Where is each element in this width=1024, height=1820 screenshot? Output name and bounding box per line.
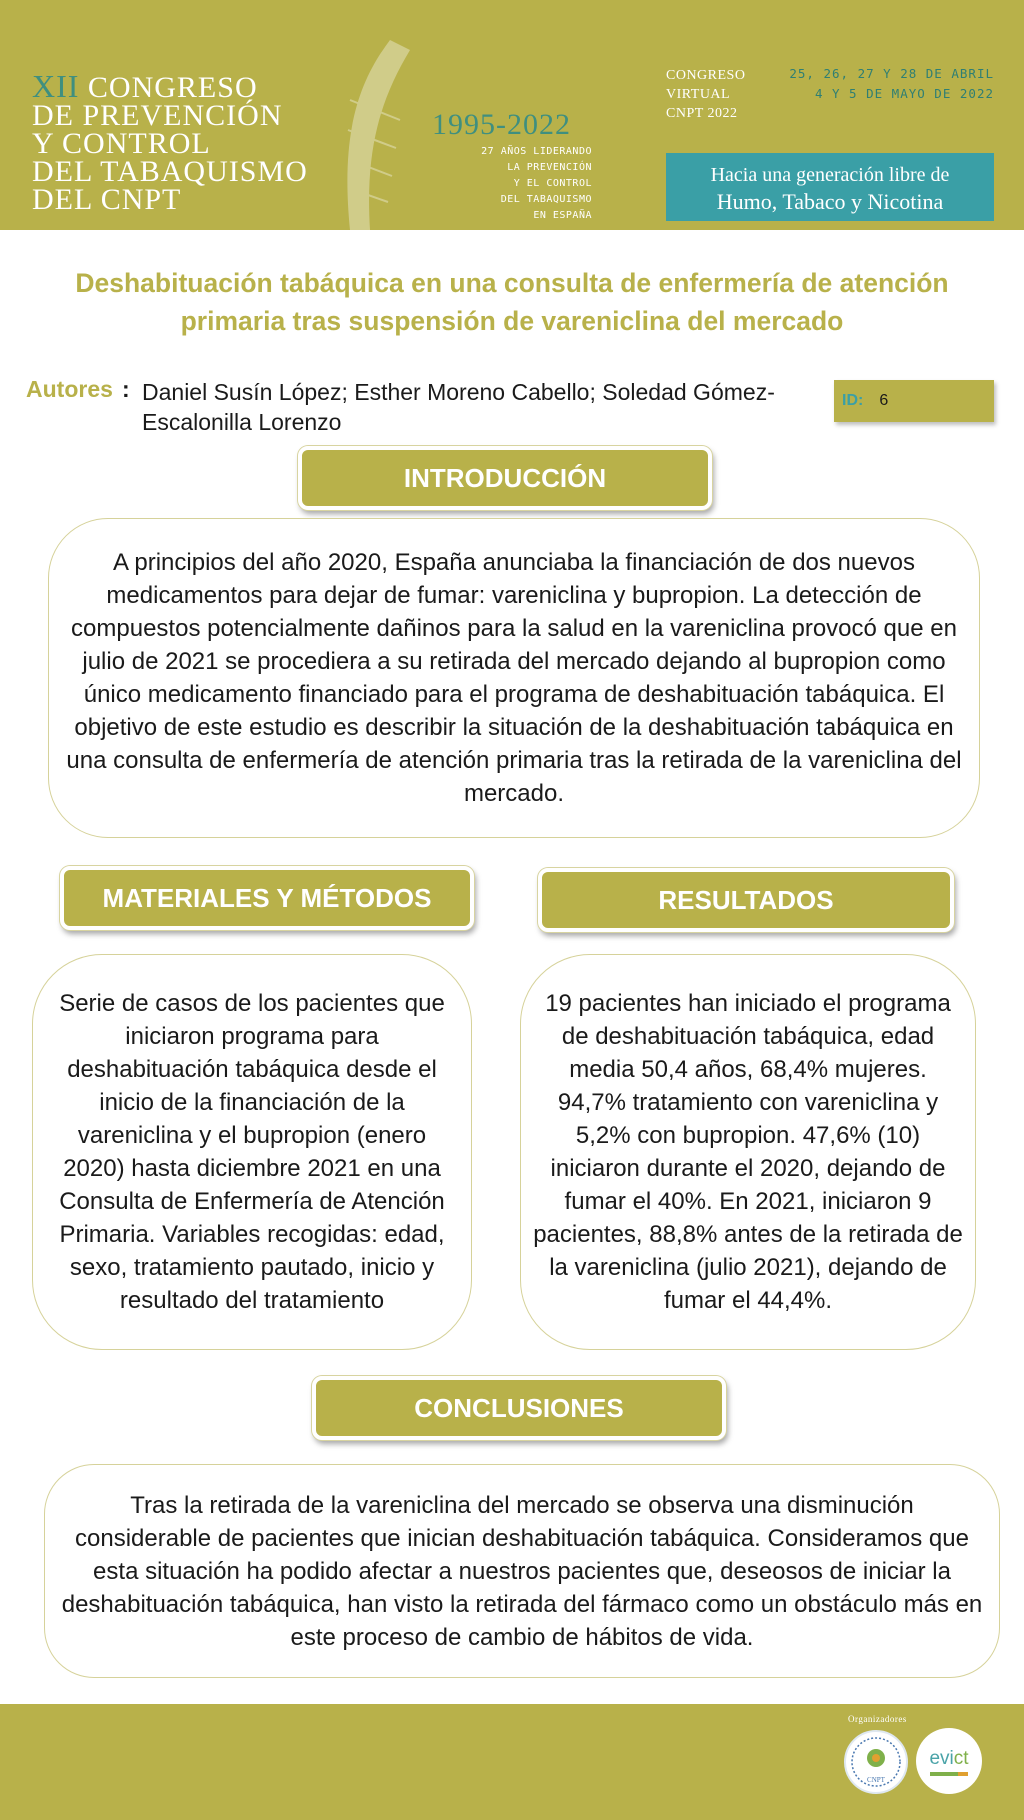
congress-title-line: DEL CNPT xyxy=(32,183,182,216)
organizers-label: Organizadores xyxy=(848,1714,907,1724)
congress-title xyxy=(32,68,308,216)
section-heading-metodos: MATERIALES Y MÉTODOS xyxy=(60,866,474,930)
virtual-line: CNPT 2022 xyxy=(666,106,738,121)
virtual-line: VIRTUAL xyxy=(666,87,731,102)
methods-textbox xyxy=(32,954,472,1350)
cnpt-logo-icon xyxy=(846,1732,906,1792)
anniversary-line: EN ESPAÑA xyxy=(533,210,592,221)
anniversary-line: 27 AÑOS LIDERANDO xyxy=(481,146,592,157)
dates-line: 4 Y 5 DE MAYO DE 2022 xyxy=(814,86,994,101)
anniversary-line: Y EL CONTROL xyxy=(513,178,592,189)
section-heading-resultados: RESULTADOS xyxy=(538,868,954,932)
footer-banner xyxy=(0,1704,1024,1820)
intro-text: A principios del año 2020, España anunciaba la financiación de dos nuevos medicamentos para dejar de fumar: vareniclina y bupropion. La detección de compuestos potencialmente dañinos para la salud en la vareniclina provocó que en julio de 2021 se procediera a su retirada del mercado dejando al bupropion como único medicamento financiado para el programa de deshabituación tabáquica. El objetivo de este estudio es describir la situación de la deshabituación tabáquica en una consulta de enfermería de atención primaria tras la retirada de la vareniclina del mercado. xyxy=(66,549,962,807)
id-label: ID: xyxy=(842,392,864,409)
poster-title: Deshabituación tabáquica en una consulta de enfermería de atención primaria tras suspensión de vareniclina del mercado xyxy=(75,268,949,336)
anniversary-line: DEL TABAQUISMO xyxy=(500,194,592,205)
results-text: 19 pacientes han iniciado el programa de deshabituación tabáquica, edad media 50,4 años, 68,4% mujeres. 94,7% tratamiento con vareniclina y 5,2% con bupropion. 47,6% (10) iniciaron durante el 2020, dejando de fumar el 40%. En 2021, iniciaron 9 pacientes, 88,8% antes de la retirada de la vareniclina (julio 2021), dejando de fumar el 44,4%. xyxy=(533,990,963,1314)
evict-cigarette-icon xyxy=(930,1770,968,1778)
leaf-decoration-icon xyxy=(330,40,440,230)
congress-title-line: DEL TABAQUISMO xyxy=(32,155,308,188)
evict-text-a: evi xyxy=(929,1748,954,1769)
authors-colon: : xyxy=(122,376,130,402)
evict-text-b: ct xyxy=(953,1748,969,1769)
id-box xyxy=(834,380,994,422)
slogan-line: Humo, Tabaco y Nicotina xyxy=(716,189,944,214)
virtual-congress-label xyxy=(666,66,745,123)
intro-textbox xyxy=(48,518,980,838)
section-heading-introduccion: INTRODUCCIÓN xyxy=(298,446,712,510)
dates-line: 25, 26, 27 Y 28 DE ABRIL xyxy=(789,66,994,81)
anniversary-years: 1995-2022 xyxy=(432,108,571,141)
congress-title-line: DE PREVENCIÓN xyxy=(32,99,283,132)
slogan-line: Hacia una generación libre de xyxy=(710,164,950,186)
cnpt-logo xyxy=(844,1730,908,1794)
id-value: 6 xyxy=(879,392,889,409)
anniversary-line: LA PREVENCIÓN xyxy=(507,162,592,173)
slogan-box xyxy=(666,153,994,221)
virtual-line: CONGRESO xyxy=(666,68,746,83)
methods-text: Serie de casos de los pacientes que iniciaron programa para deshabituación tabáquica desde el inicio de la financiación de la vareniclina y el bupropion (enero 2020) hasta diciembre 2021 en una Consulta de Enfermería de Atención Primaria. Variables recogidas: edad, sexo, tratamiento pautado, inicio y resultado del tratamiento xyxy=(59,990,445,1314)
evict-logo xyxy=(916,1728,982,1794)
authors-list: Daniel Susín López; Esther Moreno Cabello; Soledad Gómez-Escalonilla Lorenzo xyxy=(142,379,775,435)
cnpt-logo-text: CNPT xyxy=(867,1776,885,1784)
conclusions-textbox xyxy=(44,1464,1000,1678)
anniversary-subtitle xyxy=(430,144,592,224)
authors-label: Autores xyxy=(26,376,113,402)
conclusions-text: Tras la retirada de la vareniclina del mercado se observa una disminución considerable de pacientes que inician deshabituación tabáquica. Consideramos que esta situación ha podido afectar a nuestros pacientes que, deseosos de iniciar la deshabituación tabáquica, han visto la retirada del fármaco como un obstáculo más en este proceso de cambio de hábitos de vida. xyxy=(61,1491,983,1651)
congress-number: XII xyxy=(32,68,80,104)
congress-title-line: CONGRESO xyxy=(87,71,258,104)
results-textbox xyxy=(520,954,976,1350)
congress-dates xyxy=(760,64,994,104)
header-banner xyxy=(0,0,1024,230)
section-heading-conclusiones: CONCLUSIONES xyxy=(312,1376,726,1440)
evict-logo-text xyxy=(916,1748,982,1770)
congress-title-line: Y CONTROL xyxy=(32,127,211,160)
